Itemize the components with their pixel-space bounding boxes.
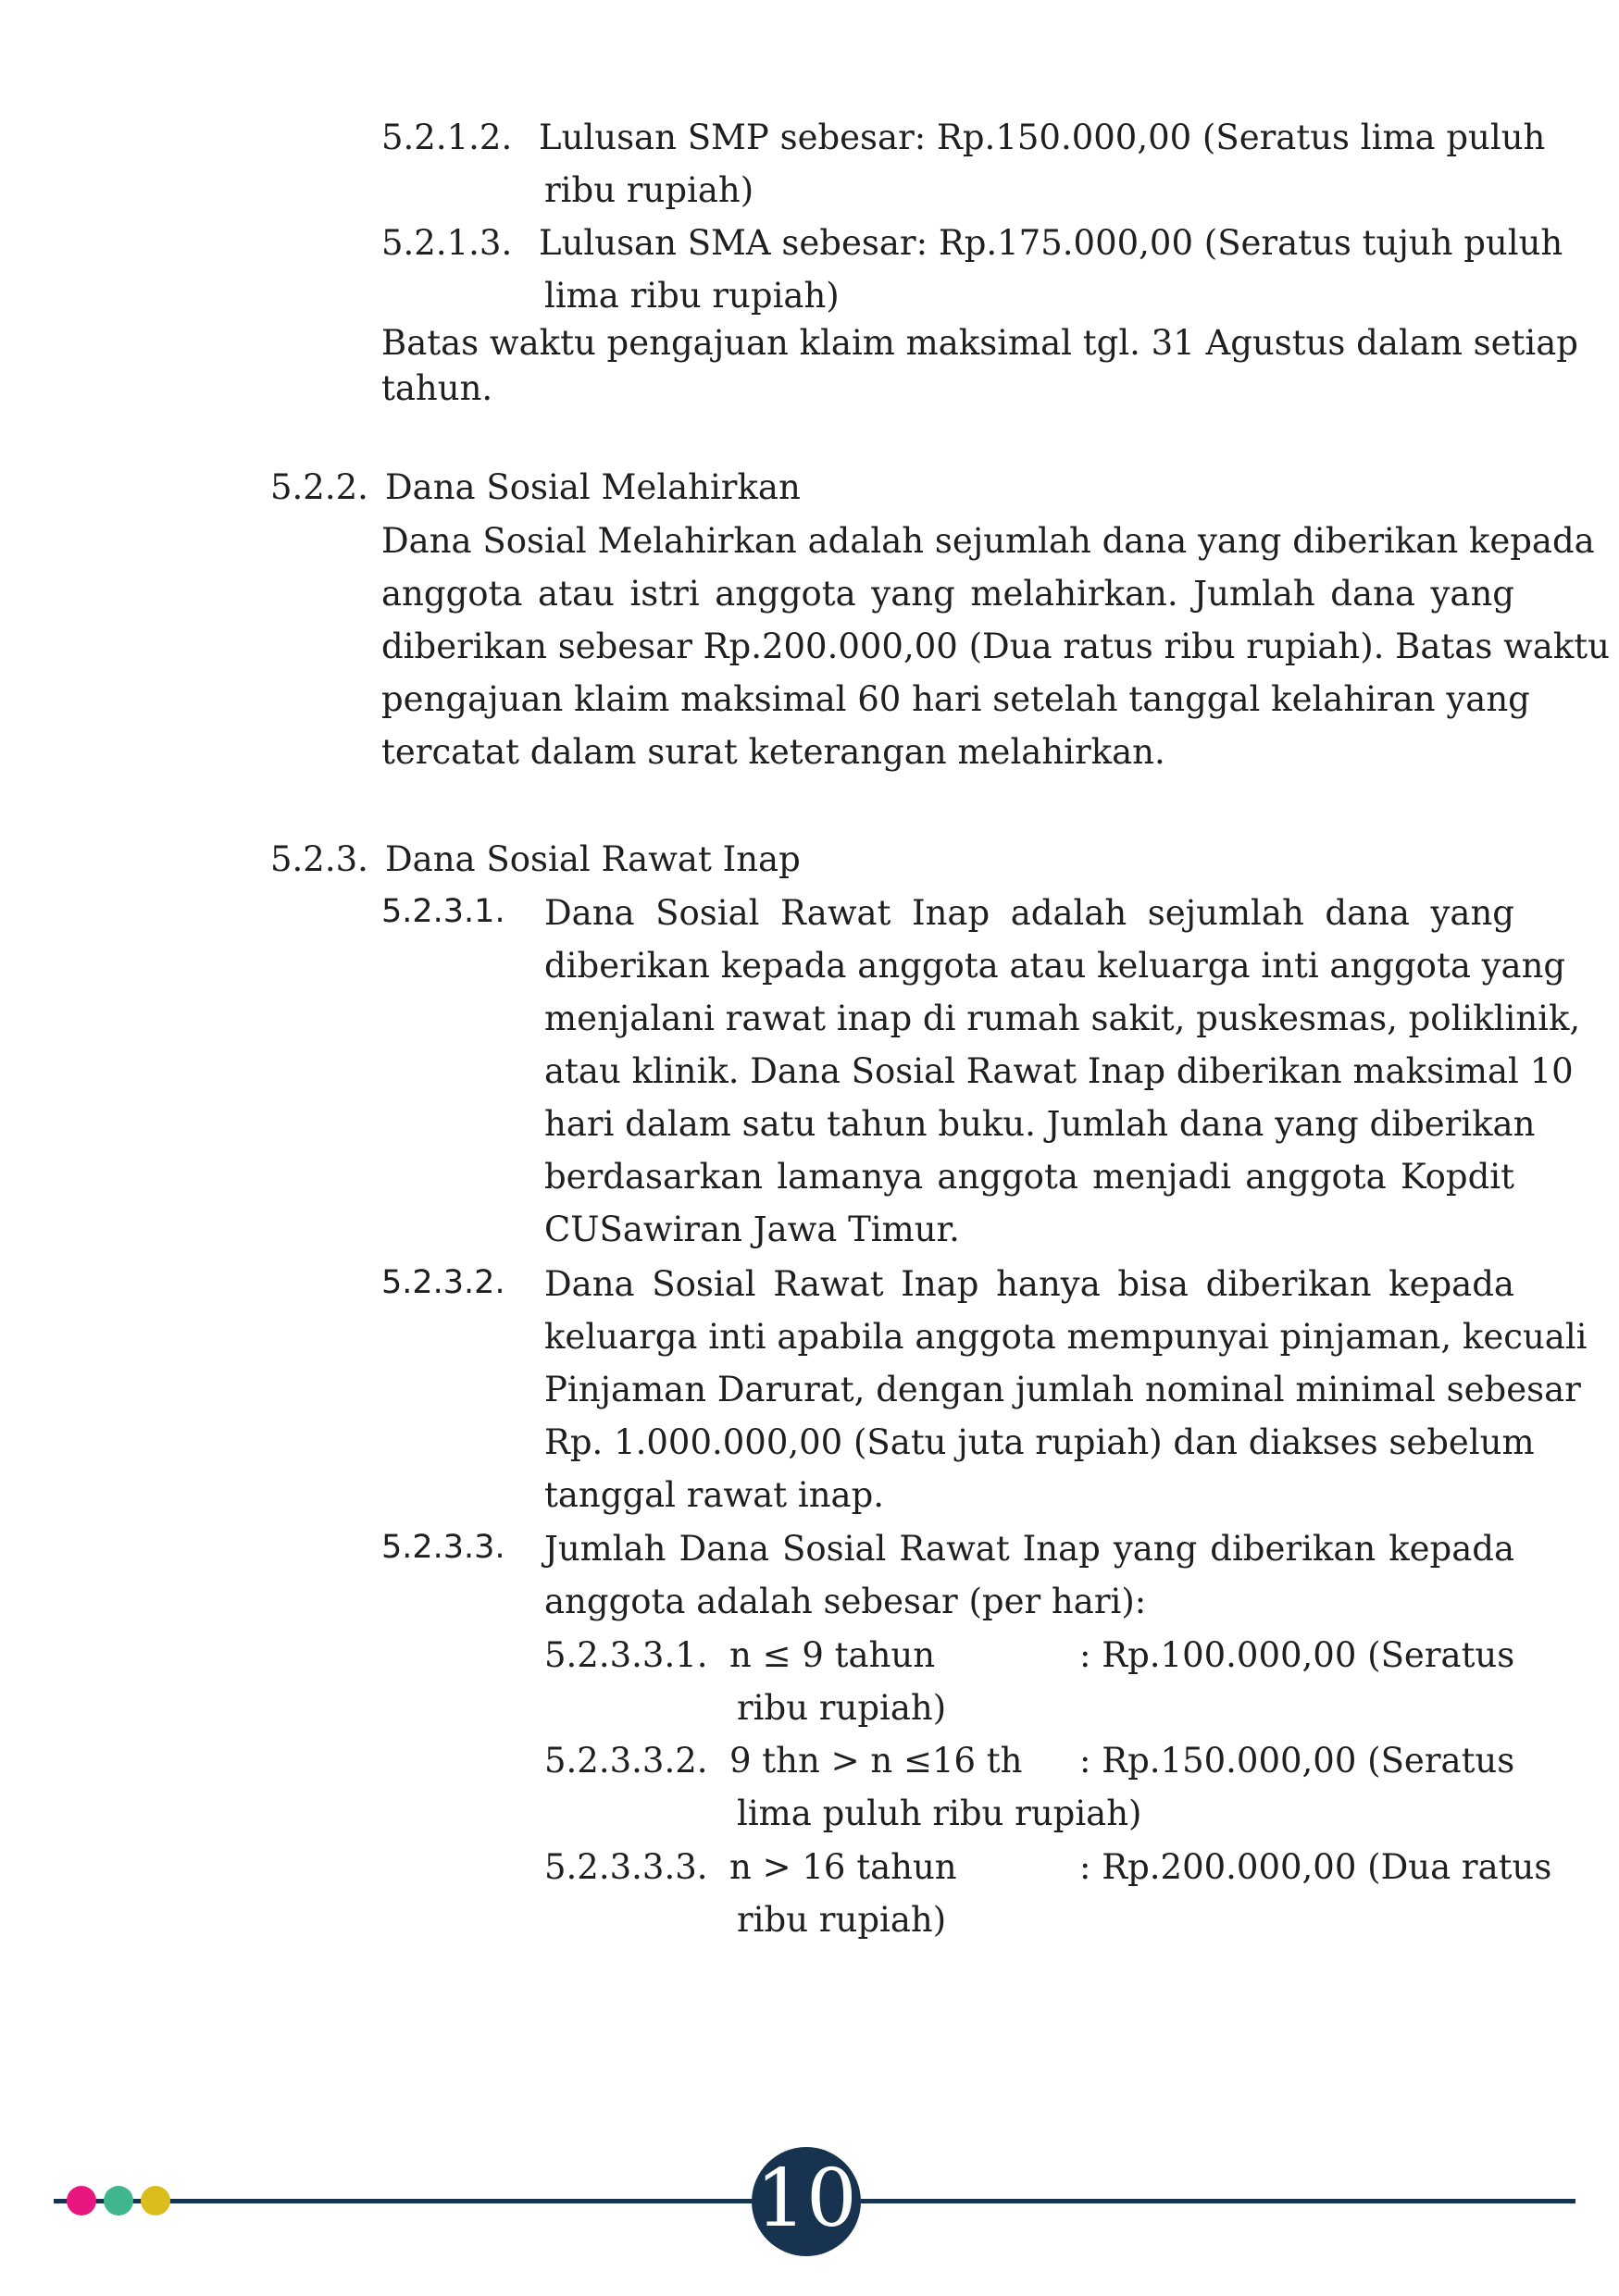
item-text [539,223,1563,263]
paragraph-text: diberikan sebesar Rp.200.000,00 (Dua ratus ribu rupiah). Batas waktu [381,627,1610,666]
footer-dot-green [104,2186,133,2215]
footer-dot-magenta [67,2186,96,2215]
item-line: tanggal rawat inap. [544,1475,885,1515]
item-number: 5.2.1.3. [381,223,513,263]
item-text: Jumlah Dana Sosial Rawat Inap yang diberikan kepada [544,1529,1514,1569]
section-title: Dana Sosial Melahirkan [385,467,801,507]
item-line [544,1317,1588,1357]
section-title: Dana Sosial Rawat Inap [385,839,801,879]
item-line [544,1370,1581,1409]
item-text: Dana Sosial Rawat Inap adalah sejumlah dana yang [544,893,1514,933]
item-text: Dana Sosial Rawat Inap hanya bisa diberikan kepada [544,1264,1514,1304]
subitem-amount-text: : Rp.200.000,00 (Dua ratus [1079,1847,1552,1887]
page-number-badge [752,2147,861,2256]
subitem-amount-text: : Rp.150.000,00 (Seratus [1079,1741,1515,1781]
paragraph-line [381,521,1595,561]
paragraph-line: tercatat dalam surat keterangan melahirkan. [381,732,1165,772]
subitem-amount [1079,1635,1515,1675]
item-line [544,1422,1535,1462]
subitem-amount [1079,1741,1515,1781]
item-text-content: Lulusan SMA sebesar: Rp.175.000,00 (Seratus tujuh puluh [539,223,1563,263]
item-number: 5.2.3.2. [381,1264,505,1301]
subitem-number: 5.2.3.3.1. [544,1635,708,1675]
item-line [544,1051,1574,1091]
deadline-note [381,323,1578,363]
item-text: menjalani rawat inap di rumah sakit, puskesmas, poliklinik, [544,999,1581,1038]
paragraph-line [381,574,1514,614]
item-line [544,1104,1536,1144]
subitem-amount [1079,1847,1552,1887]
item-line [544,1264,1514,1304]
deadline-note-continuation: tahun. [381,368,493,408]
paragraph-line [381,627,1610,666]
section-number: 5.2.2. [270,467,368,507]
subitem-condition: 9 thn > n ≤16 th [729,1741,1023,1781]
section-number: 5.2.3. [270,839,368,879]
subitem-continuation: ribu rupiah) [737,1900,947,1940]
footer-dot-yellow [141,2186,170,2215]
paragraph-line [381,679,1530,719]
page-number: 10 [755,2153,857,2245]
item-text-content: Lulusan SMP sebesar: Rp.150.000,00 (Seratus lima puluh [539,118,1546,157]
item-text: Pinjaman Darurat, dengan jumlah nominal minimal sebesar [544,1370,1581,1409]
item-number: 5.2.3.3. [381,1529,505,1566]
subitem-number: 5.2.3.3.3. [544,1847,708,1887]
item-line: anggota adalah sebesar (per hari): [544,1582,1147,1621]
item-line: CUSawiran Jawa Timur. [544,1210,960,1249]
paragraph-text: Dana Sosial Melahirkan adalah sejumlah dana yang diberikan kepada [381,521,1595,561]
item-text: Rp. 1.000.000,00 (Satu juta rupiah) dan diakses sebelum [544,1422,1535,1462]
subitem-condition: n > 16 tahun [729,1847,957,1887]
item-text: hari dalam satu tahun buku. Jumlah dana yang diberikan [544,1104,1536,1144]
item-number: 5.2.1.2. [381,118,513,157]
subitem-amount-text: : Rp.100.000,00 (Seratus [1079,1635,1515,1675]
item-line [544,1157,1514,1197]
paragraph-text: anggota atau istri anggota yang melahirkan. Jumlah dana yang [381,574,1514,614]
item-number: 5.2.3.1. [381,893,505,930]
item-text: atau klinik. Dana Sosial Rawat Inap diberikan maksimal 10 [544,1051,1574,1091]
deadline-note-text: Batas waktu pengajuan klaim maksimal tgl. 31 Agustus dalam setiap [381,323,1578,363]
item-line [544,893,1514,933]
item-text: keluarga inti apabila anggota mempunyai pinjaman, kecuali [544,1317,1588,1357]
subitem-continuation: ribu rupiah) [737,1688,947,1728]
item-text-continuation: lima ribu rupiah) [544,276,840,316]
item-text [539,118,1546,157]
item-line [544,946,1566,986]
item-text-continuation: ribu rupiah) [544,170,754,210]
subitem-continuation: lima puluh ribu rupiah) [737,1793,1142,1833]
subitem-condition: n ≤ 9 tahun [729,1635,936,1675]
item-line [544,999,1581,1038]
subitem-number: 5.2.3.3.2. [544,1741,708,1781]
paragraph-text: pengajuan klaim maksimal 60 hari setelah tanggal kelahiran yang [381,679,1530,719]
item-text: diberikan kepada anggota atau keluarga inti anggota yang [544,946,1566,986]
item-line [544,1529,1514,1569]
item-text: berdasarkan lamanya anggota menjadi anggota Kopdit [544,1157,1514,1197]
